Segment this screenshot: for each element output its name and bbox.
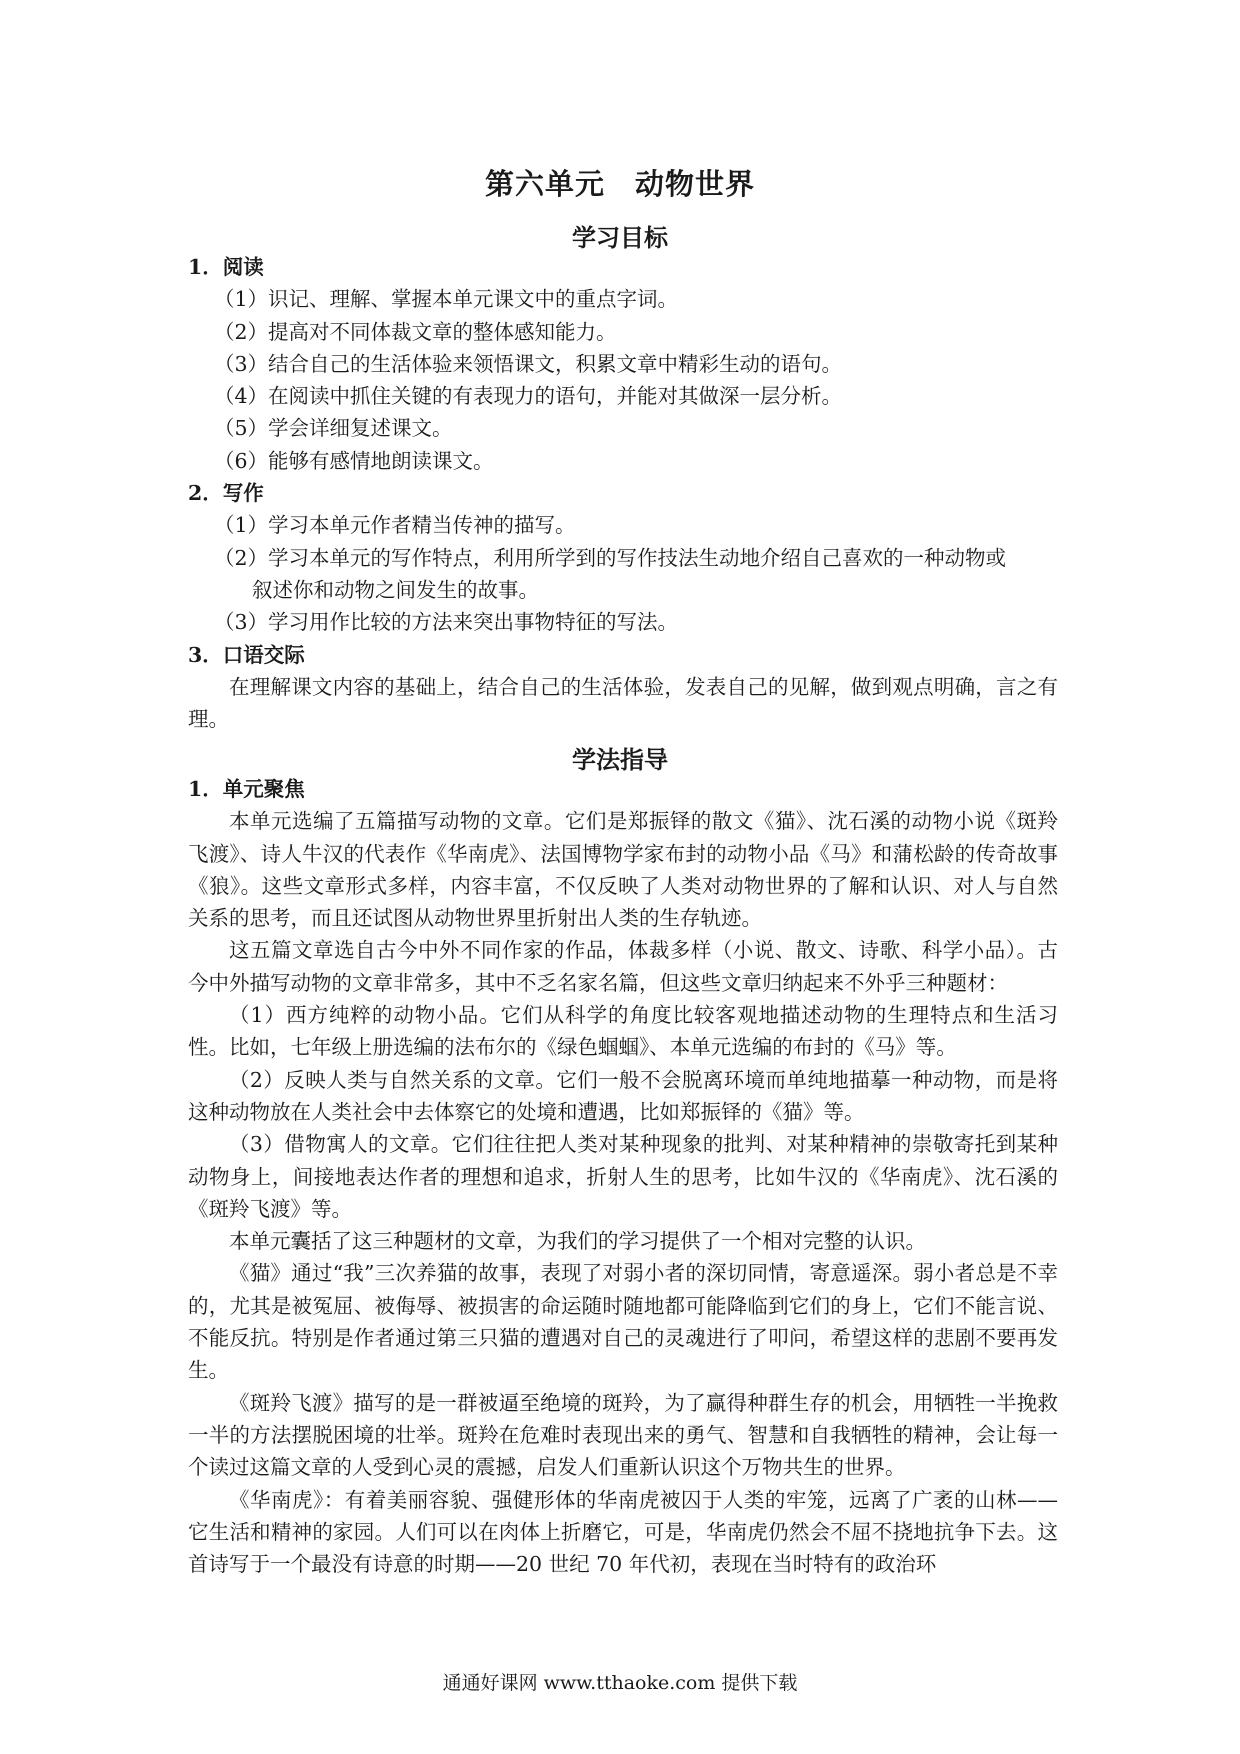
writing-item: （2）学习本单元的写作特点，利用所学到的写作技法生动地介绍自己喜欢的一种动物或	[214, 545, 1007, 570]
reading-item: （4）在阅读中抓住关键的有表现力的语句，并能对其做深一层分析。	[214, 384, 843, 409]
study-guide-content	[188, 773, 1058, 1580]
reading-item: （2）提高对不同体裁文章的整体感知能力。	[214, 319, 617, 344]
body-paragraph: 《华南虎》：有着美丽容貌、强健形体的华南虎被囚于人类的牢笼，远离了广袤的山林——它生活和精神的家园。人们可以在肉体上折磨它，可是，华南虎仍然会不屈不挠地抗争下去。这首诗写于一个最没有诗意的时期——20 世纪 70 年代初，表现在当时特有的政治环	[188, 1487, 1058, 1577]
oral-paragraph: 在理解课文内容的基础上，结合自己的生活体验，发表自己的见解，做到观点明确，言之有理。	[188, 674, 1058, 732]
reading-item: （6）能够有感情地朗读课文。	[214, 448, 494, 473]
reading-heading: 1．阅读	[188, 255, 264, 279]
body-paragraph: 《斑羚飞渡》描写的是一群被逼至绝境的斑羚，为了赢得种群生存的机会，用牺牲一半挽救一半的方法摆脱困境的壮举。斑羚在危难时表现出来的勇气、智慧和自我牺牲的精神，会让每一个读过这篇文章的人受到心灵的震撼，启发人们重新认识这个万物共生的世界。	[188, 1390, 1058, 1480]
body-paragraph: （1）西方纯粹的动物小品。它们从科学的角度比较客观地描述动物的生理特点和生活习性。比如，七年级上册选编的法布尔的《绿色蝈蝈》、本单元选编的布封的《马》等。	[188, 1003, 1058, 1060]
writing-heading: 2．写作	[188, 481, 264, 506]
section-heading-study-guide: 学法指导	[572, 745, 668, 774]
page-footer: 通通好课网 www.tthaoke.com 提供下载	[442, 1672, 798, 1694]
reading-item: （1）识记、理解、掌握本单元课文中的重点字词。	[214, 287, 679, 312]
unit-title: 第六单元 动物世界	[484, 167, 755, 201]
writing-item-continued: 叙述你和动物之间发生的故事。	[252, 577, 539, 602]
writing-item: （3）学习用作比较的方法来突出事物特征的写法。	[214, 610, 679, 635]
body-paragraph: 本单元选编了五篇描写动物的文章。它们是郑振铎的散文《猫》、沈石溪的动物小说《斑羚飞渡》、诗人牛汉的代表作《华南虎》、法国博物学家布封的动物小品《马》和蒲松龄的传奇故事《狼》。这些文章形式多样，内容丰富，不仅反映了人类对动物世界的了解和认识、对人与自然关系的思考，而且还试图从动物世界里折射出人类的生存轨迹。	[188, 809, 1058, 931]
section-heading-learning-goals: 学习目标	[572, 223, 668, 252]
body-paragraph: 《猫》通过“我”三次养猫的故事，表现了对弱小者的深切同情，寄意遥深。弱小者总是不幸的，尤其是被冤屈、被侮辱、被损害的命运随时随地都可能降临到它们的身上，它们不能言说、不能反抗。特别是作者通过第三只猫的遭遇对自己的灵魂进行了叩问，希望这样的悲剧不要再发生。	[188, 1261, 1058, 1383]
reading-item: （5）学会详细复述课文。	[214, 416, 453, 441]
body-paragraph: （2）反映人类与自然关系的文章。它们一般不会脱离环境而单纯地描摹一种动物，而是将这种动物放在人类社会中去体察它的处境和遭遇，比如郑振铎的《猫》等。	[188, 1067, 1058, 1124]
oral-heading: 3．口语交际	[188, 642, 305, 667]
body-paragraph: 这五篇文章选自古今中外不同作家的作品，体裁多样（小说、散文、诗歌、科学小品）。古今中外描写动物的文章非常多，其中不乏名家名篇，但这些文章归纳起来不外乎三种题材：	[188, 938, 1058, 995]
body-paragraph: （3）借物寓人的文章。它们往往把人类对某种现象的批判、对某种精神的崇敬寄托到某种动物身上，间接地表达作者的理想和追求，折射人生的思考，比如牛汉的《华南虎》、沈石溪的《斑羚飞渡》等。	[188, 1132, 1058, 1221]
reading-item: （3）结合自己的生活体验来领悟课文，积累文章中精彩生动的语句。	[214, 351, 843, 376]
body-paragraph: 本单元囊括了这三种题材的文章，为我们的学习提供了一个相对完整的认识。	[229, 1229, 926, 1254]
writing-item: （1）学习本单元作者精当传神的描写。	[214, 513, 576, 538]
learning-goals-content	[188, 251, 1058, 735]
unit-focus-heading: 1．单元聚焦	[188, 777, 305, 801]
